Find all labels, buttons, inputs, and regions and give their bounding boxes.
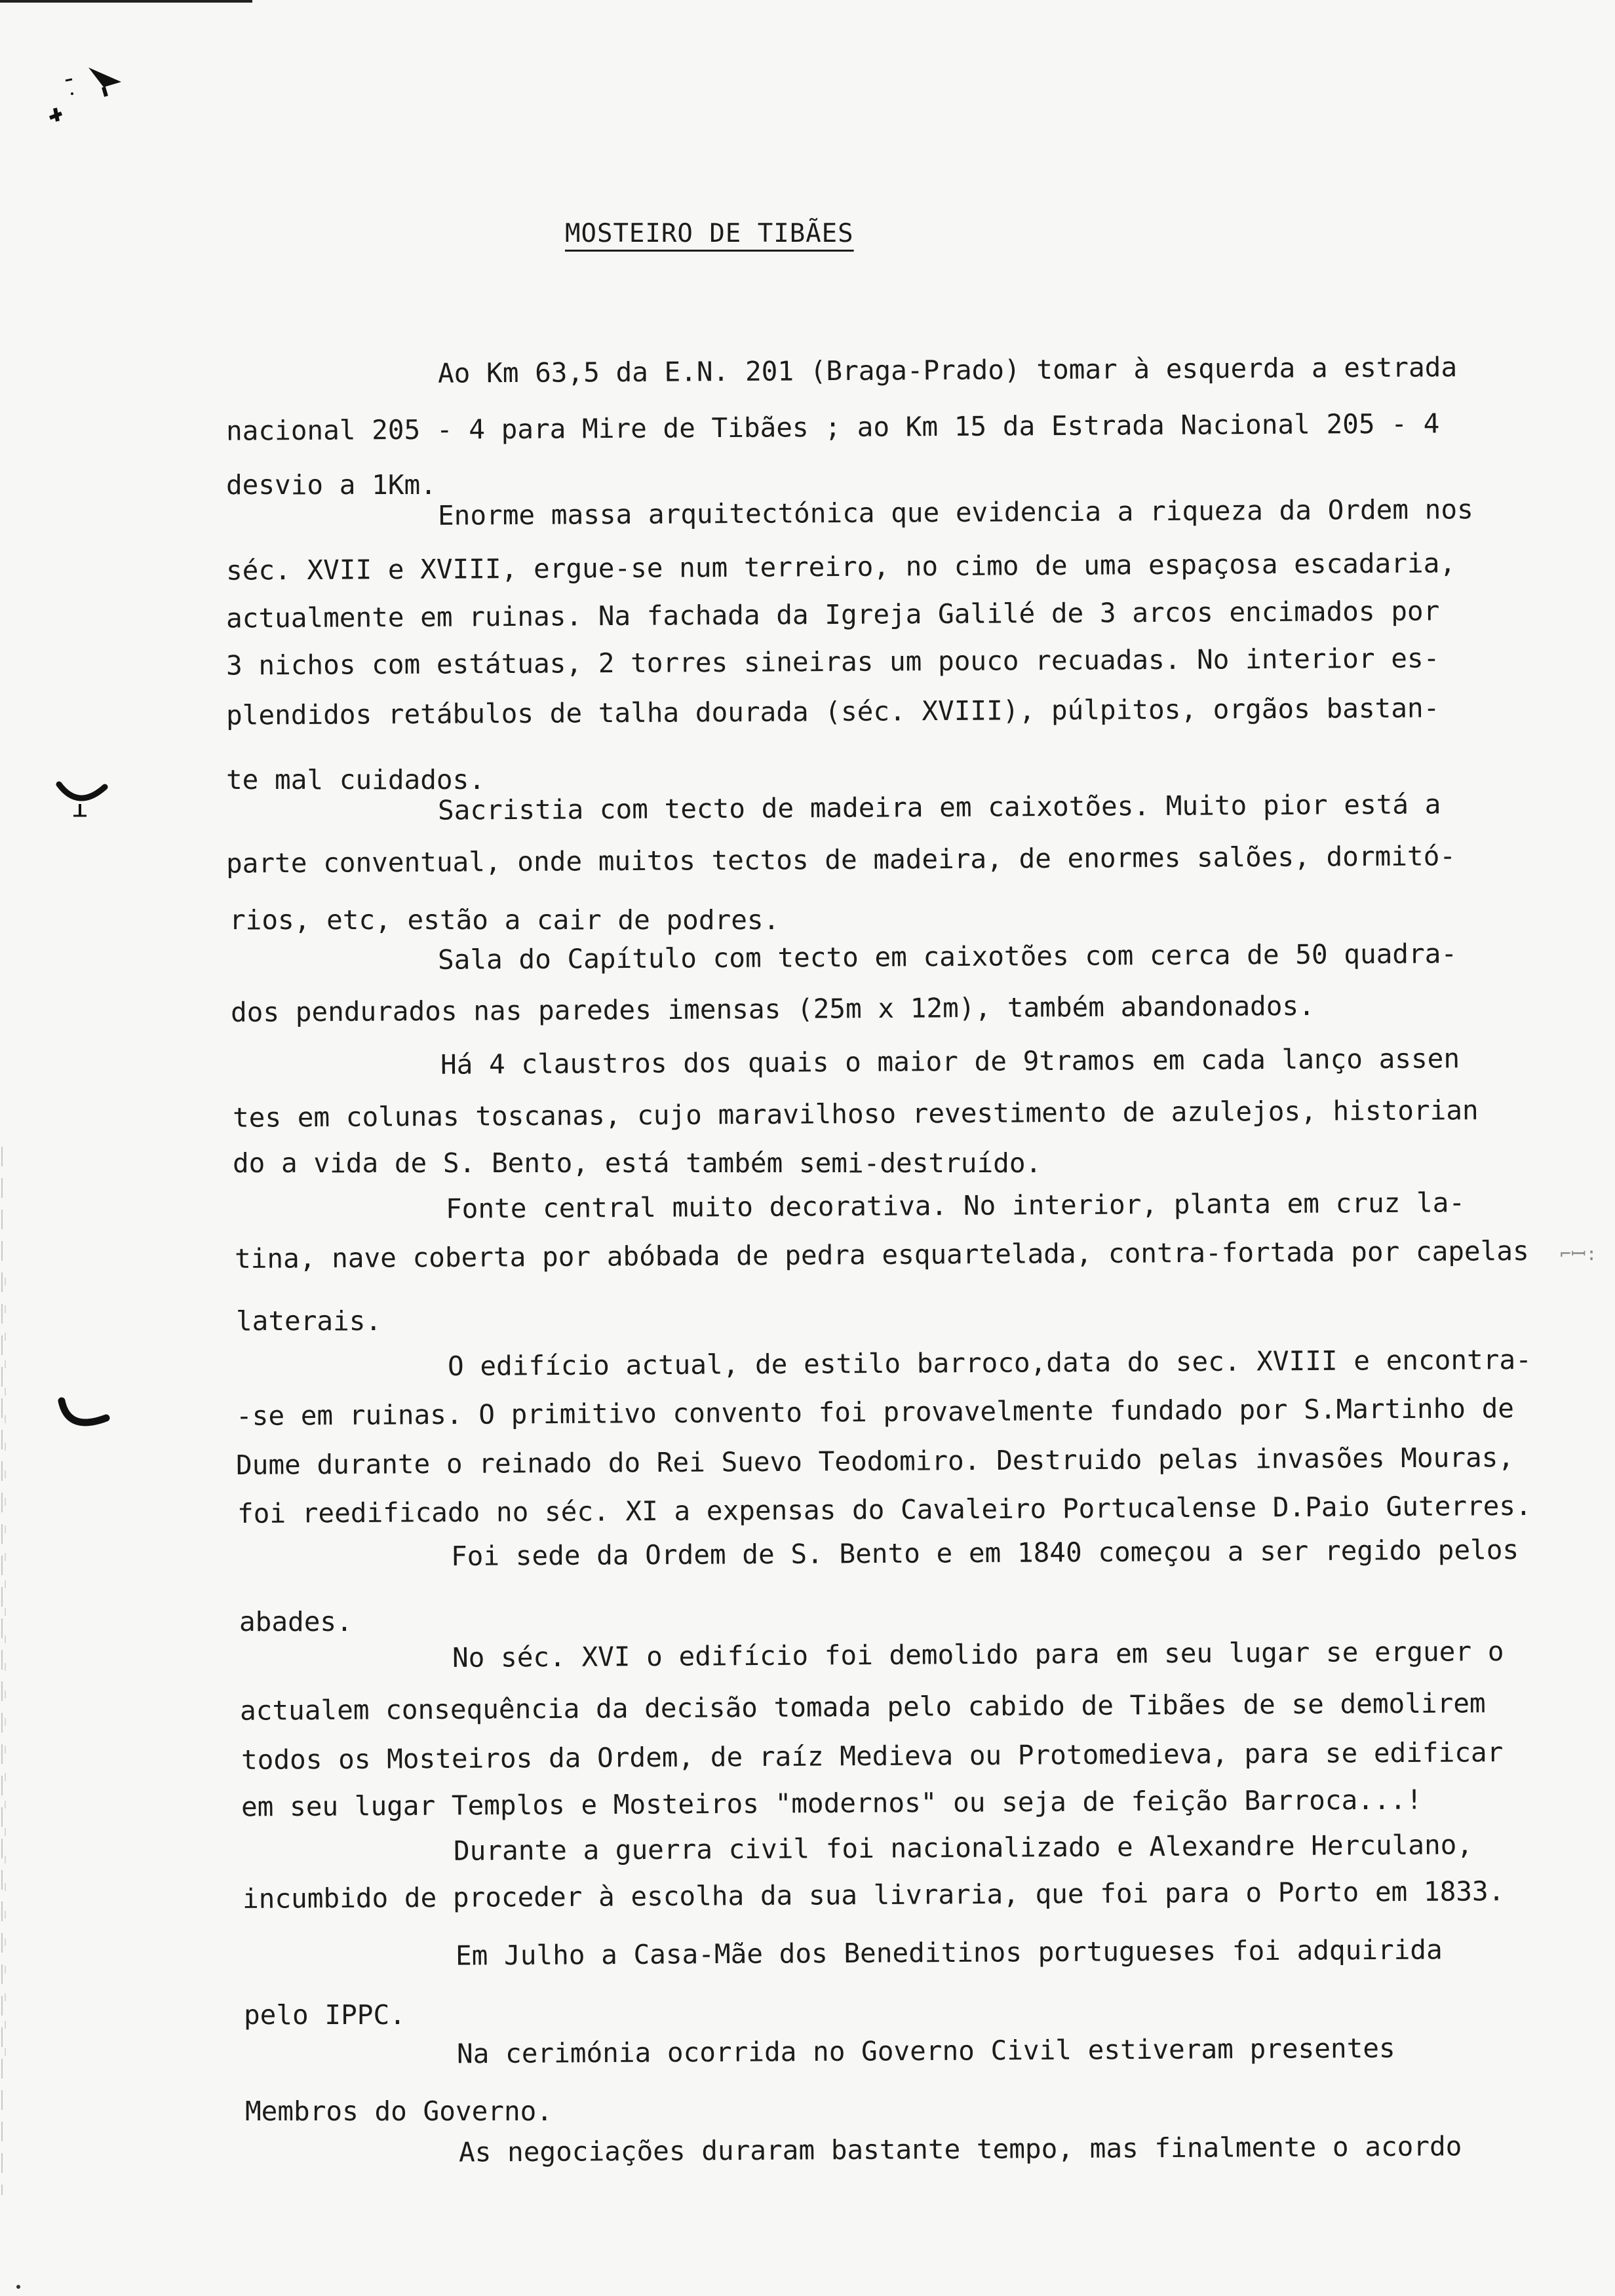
text-line: Sacristia com tecto de madeira em caixotões. Muito pior está a: [437, 788, 1441, 826]
text-line: tes em colunas toscanas, cujo maravilhoso revestimento de azulejos, historian: [232, 1094, 1479, 1134]
text-line: tina, nave coberta por abóbada de pedra esquartelada, contra-fortada por capelas: [234, 1234, 1529, 1275]
text-line: actualmente em ruinas. Na fachada da Igreja Galilé de 3 arcos encimados por: [225, 595, 1440, 634]
text-line: pelo IPPC.: [244, 1999, 406, 2031]
text-line: Enorme massa arquitectónica que evidencia a riqueza da Ordem nos: [437, 493, 1473, 531]
text-line: Em Julho a Casa-Mãe dos Beneditinos portugueses foi adquirida: [455, 1934, 1443, 1972]
text-line: te mal cuidados.: [226, 764, 485, 795]
text-line: foi reedificado no séc. XI a expensas do Cavaleiro Portucalense D.Paio Guterres.: [237, 1489, 1532, 1530]
text-line: 3 nichos com estátuas, 2 torres sineiras um pouco recuadas. No interior es-: [225, 642, 1440, 681]
bottom-corner-dot: [13, 2280, 26, 2293]
text-line: parte conventual, onde muitos tectos de madeira, de enormes salões, dormitó-: [225, 840, 1456, 879]
text-line: Membros do Governo.: [245, 2095, 553, 2127]
text-line: Dume durante o reinado do Rei Suevo Teodomiro. Destruido pelas invasões Mouras,: [235, 1442, 1515, 1481]
text-line: laterais.: [236, 1305, 382, 1337]
text-line: actualem consequência da decisão tomada pelo cabido de Tibães de se demolirem: [239, 1687, 1486, 1727]
text-line: séc. XVII e XVIII, ergue-se num terreiro, no cimo de uma espaçosa escadaria,: [225, 547, 1456, 586]
text-line: Ao Km 63,5 da E.N. 201 (Braga-Prado) tomar à esquerda a estrada: [437, 351, 1458, 389]
text-line: -se em ruinas. O primitivo convento foi provavelmente fundado por S.Martinho de: [235, 1392, 1515, 1432]
text-line: dos pendurados nas paredes imensas (25m x 12m), também abandonados.: [230, 989, 1315, 1029]
text-line: do a vida de S. Bento, está também semi-destruído.: [233, 1147, 1042, 1179]
scan-edge-lines: [0, 1147, 8, 2195]
text-line: todos os Mosteiros da Ordem, de raíz Medieva ou Protomedieva, para se edificar: [241, 1736, 1504, 1776]
document-title: MOSTEIRO DE TIBÃES: [565, 219, 854, 248]
text-line: No séc. XVI o edifício foi demolido para em seu lugar se erguer o: [452, 1636, 1504, 1674]
text-line: abades.: [239, 1606, 353, 1637]
text-line: Sala do Capítulo com tecto em caixotões com cerca de 50 quadra-: [437, 938, 1458, 976]
corner-arrow-mark: [26, 56, 131, 134]
text-line: Na cerimónia ocorrida no Governo Civil estiveram presentes: [456, 2032, 1395, 2070]
text-line: As negociações duraram bastante tempo, mas finalmente o acordo: [458, 2130, 1462, 2168]
text-line: Há 4 claustros dos quais o maior de 9tramos em cada lanço assen: [440, 1043, 1460, 1081]
top-edge-rule: [0, 0, 252, 3]
margin-mark: ⌐ꟷ:: [1560, 1243, 1597, 1265]
text-line: O edifício actual, de estilo barroco,data do sec. XVIII e encontra-: [447, 1343, 1532, 1383]
text-line: Durante a guerra civil foi nacionalizado e Alexandre Herculano,: [453, 1829, 1473, 1867]
text-line: incumbido de proceder à escolha da sua livraria, que foi para o Porto em 1833.: [242, 1875, 1505, 1915]
text-line: em seu lugar Templos e Mosteiros "modernos" ou seja de feição Barroca...!: [241, 1784, 1423, 1823]
text-line: rios, etc, estão a cair de podres.: [229, 904, 780, 936]
text-line: nacional 205 - 4 para Mire de Tibães ; ao Km 15 da Estrada Nacional 205 - 4: [225, 408, 1440, 447]
text-line: Foi sede da Ordem de S. Bento e em 1840 começou a ser regido pelos: [450, 1534, 1519, 1572]
punch-hole-mark-lower: [55, 1394, 114, 1447]
text-line: plendidos retábulos de talha dourada (séc. XVIII), púlpitos, orgãos bastan-: [225, 692, 1440, 731]
text-line: Fonte central muito decorativa. No interior, planta em cruz la-: [445, 1187, 1466, 1225]
punch-hole-mark-upper: [54, 776, 113, 829]
text-line: desvio a 1Km.: [226, 469, 437, 501]
